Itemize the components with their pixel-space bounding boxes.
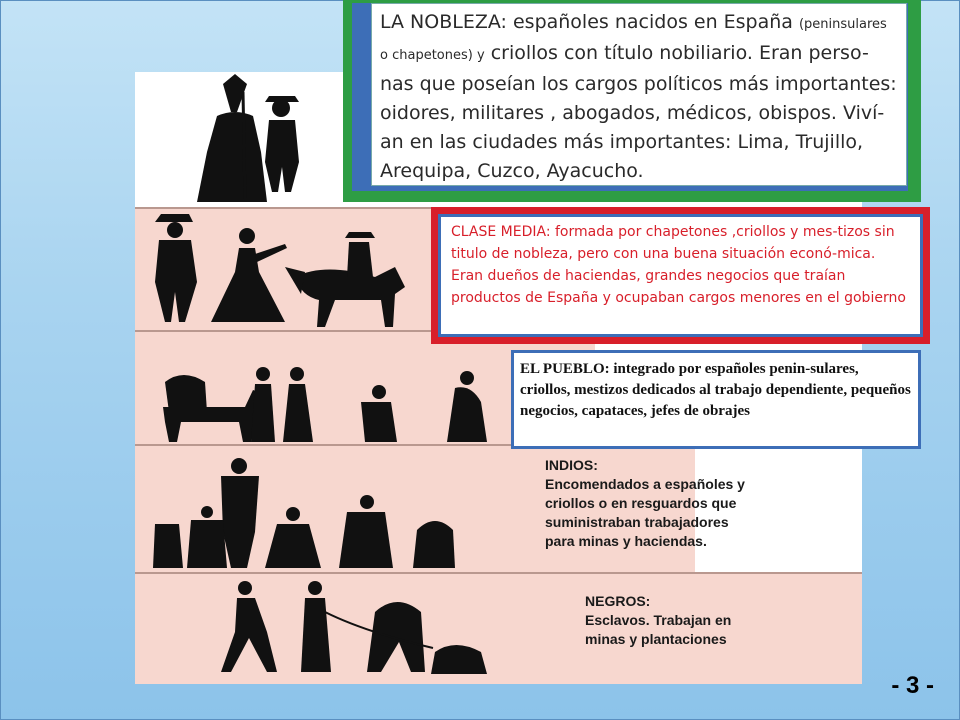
clase-media-box xyxy=(431,207,930,344)
nobleza-text xyxy=(380,8,898,186)
noble-silhouette xyxy=(265,96,299,192)
nobleza-box-content xyxy=(371,3,907,186)
page-number: - 3 - xyxy=(891,672,934,699)
indios-line: suministraban trabajadores xyxy=(545,514,729,530)
pueblo-label: EL PUEBLO: xyxy=(520,361,610,377)
nobleza-box-frame xyxy=(352,3,908,191)
negros-line: Esclavos. Trabajan en xyxy=(585,612,732,628)
pueblo-text xyxy=(520,359,912,422)
pueblo-box xyxy=(511,350,921,449)
woman-dress-silhouette xyxy=(211,228,287,322)
clase-media-label: CLASE MEDIA: xyxy=(451,224,551,240)
indios-caption xyxy=(545,456,745,551)
nobleza-box xyxy=(343,0,921,202)
crozier-silhouette xyxy=(243,92,245,200)
nobleza-small: (peninsulares o chapetones) y xyxy=(380,17,887,63)
negros-silhouettes xyxy=(221,581,487,674)
pueblo-body: integrado por españoles penin-sulares, criollos, mestizos dedicados al trabajo dependiente, pequeños negocios, capataces, jefes de obrajes xyxy=(520,361,911,419)
clase-media-body: formada por chapetones ,criollos y mes-tizos sin titulo de nobleza, pero con una buena situación econó-mica. Eran dueños de haciendas, grandes negocios que traían productos de España y ocupaban cargos menores en el gobierno xyxy=(451,224,906,306)
mule-load-silhouette xyxy=(163,375,263,442)
bishop-silhouette xyxy=(197,74,267,202)
indios-line: criollos o en resguardos que xyxy=(545,495,737,511)
indios-title: INDIOS: xyxy=(545,457,598,473)
nobleza-label: LA NOBLEZA: xyxy=(380,11,507,33)
negros-caption xyxy=(585,592,731,649)
horse-rider-silhouette xyxy=(285,232,405,327)
villager-silhouettes xyxy=(251,367,487,442)
indios-line: Encomendados a españoles y xyxy=(545,476,745,492)
indios-line: para minas y haciendas. xyxy=(545,533,707,549)
nobleza-rest: criollos con título nobiliario. Eran perso-nas que poseían los cargos políticos más importantes: oidores, militares , abogados, médicos, obispos. Viví-an en las ciudades más importantes: Lima, Trujillo, Arequipa, Cuzco, Ayacucho. xyxy=(380,42,897,182)
clase-media-text xyxy=(451,221,910,309)
clase-media-content xyxy=(438,214,923,337)
nobleza-lead: españoles nacidos en España xyxy=(506,11,799,33)
man-with-hat-silhouette xyxy=(155,214,197,322)
indios-silhouettes xyxy=(153,458,455,568)
negros-line: minas y plantaciones xyxy=(585,631,727,647)
negros-title: NEGROS: xyxy=(585,593,651,609)
